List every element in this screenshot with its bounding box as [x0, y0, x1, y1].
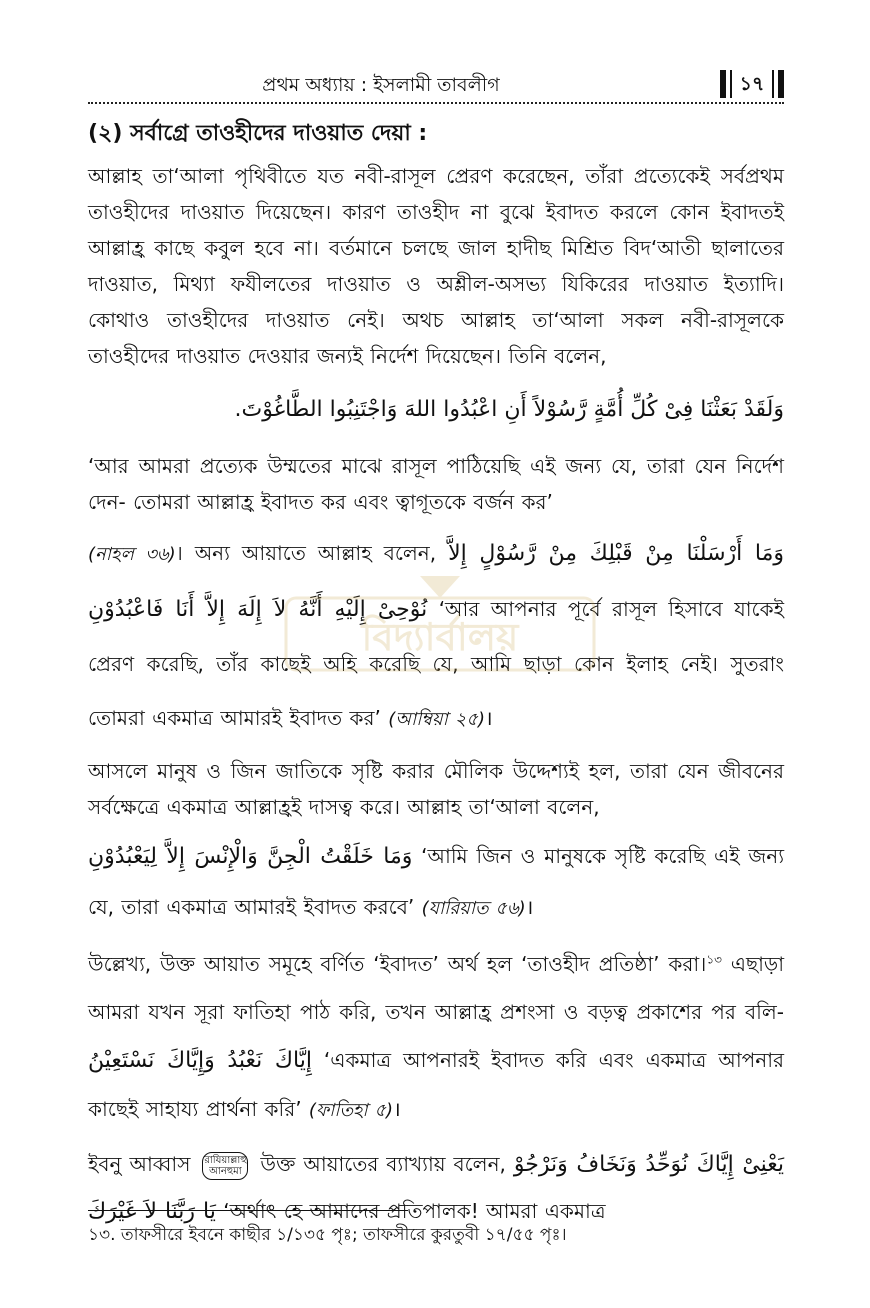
- translation-tafsir-quote: ‘অর্থাৎ হে আমাদের প্রতিপালক! আমরা একমাত্র: [223, 1199, 606, 1223]
- reference-nahl: (নাহল ৩৬): [88, 544, 176, 565]
- page-body: [88, 110, 784, 1241]
- honorific-seal: রাযিয়াল্লাহু আনহুমা: [202, 1152, 248, 1180]
- chapter-title: প্রথম অধ্যায় : ইসলামী তাবলীগ: [262, 74, 500, 96]
- paragraph-2: [88, 448, 784, 520]
- translation-ambiya: ‘আর আপনার পূর্বে রাসূল হিসাবে যাকেই প্রেরণ করেছি, তাঁর কাছেই অহি করেছি যে, আমি ছাড়া কোন ইলাহ নেই। সুতরাং তোমরা একমাত্র আমারই ইবাদত কর’: [88, 597, 784, 730]
- page-number-box: [720, 70, 784, 98]
- paragraph-4: আসলে মানুষ ও জিন জাতিকে সৃষ্টি করার মৌলিক উদ্দেশ্যই হল, তারা যেন জীবনের সর্বক্ষেত্রে একমাত্র আল্লাহ্রই দাসত্ব করে। আল্লাহ তা‘আলা বলেন,: [88, 759, 784, 819]
- header-dotted-rule: [88, 102, 784, 104]
- paragraph-6-text-a: উল্লেখ্য, উক্ত আয়াত সমূহে বর্ণিত ‘ইবাদত’ অর্থ হল ‘তাওহীদ প্রতিষ্ঠা’ করা।: [88, 952, 707, 976]
- translation-nahl: ‘আর আমরা প্রত্যেক উম্মতের মাঝে রাসূল পাঠিয়েছি এই জন্য যে, তারা যেন নির্দেশ দেন- তোমরা আল্লাহ্র ইবাদত কর এবং ত্বাগূতকে বর্জন কর’: [88, 454, 784, 514]
- footnote: ১৩. তাফসীরে ইবনে কাছীর ১/১৩৫ পৃঃ; তাফসীরে কুরতুবী ১৭/৫৫ পৃঃ।: [88, 1225, 567, 1245]
- paragraph-7: [88, 1141, 784, 1235]
- arabic-verse-nahl: وَلَقَدْ بَعَثْنَا فِىْ كُلِّ أُمَّةٍ رَّسُوْلاً أَنِ اعْبُدُوا اللهَ وَاجْتَنِبُوا الطَّاغُوْتَ.: [234, 397, 784, 422]
- watermark-text: বিদ্যার্বালয়: [361, 615, 519, 659]
- reference-dhariyat: (যারিয়াত ৫৬): [421, 898, 526, 919]
- translation-dhariyat: ‘আমি জিন ও মানুষকে সৃষ্টি করেছি এই জন্য যে, তারা একমাত্র আমারই ইবাদত করবে’: [88, 844, 785, 919]
- footnote-divider: [88, 1210, 408, 1211]
- paragraph-5: وَمَا خَلَقْتُ الْجِنَّ وَالْإِنْسَ إِلاَّ لِيَعْبُدُوْنِ ‘আমি জিন ও মানুষকে সৃষ্টি করেছি এই জন্য যে, তারা একমাত্র আমারই ইবাদত করবে’ (যারিয়াত ৫৬)।: [88, 844, 785, 919]
- paragraph-3-intro: । অন্য আয়াতে আল্লাহ বলেন,: [175, 541, 437, 565]
- section-heading: (২) সর্বাগ্রে তাওহীদের দাওয়াত দেয়া :: [88, 121, 428, 146]
- arabic-verse-ambiya-part2: نُوْحِىْ إِلَيْهِ أَنَّهُ لاَ إِلَهَ إِلاَّ أَنَا فَاعْبُدُوْنِ: [88, 597, 428, 622]
- paragraph-7-text: উক্ত আয়াতের ব্যাখ্যায় বলেন,: [260, 1152, 506, 1176]
- arabic-verse-dhariyat: وَمَا خَلَقْتُ الْجِنَّ وَالْإِنْسَ إِلاَّ لِيَعْبُدُوْنِ: [88, 844, 413, 869]
- arabic-tafsir-quote: يَعْنِىْ إِيَّاكَ نُوَحِّدُ وَنَخَافُ وَنَرْجُوْ يَا رَبَّنَا لاَ غَيْرَكَ: [88, 1152, 785, 1224]
- footnote-marker: ১৩: [706, 952, 722, 967]
- ibn-abbas-name: ইবনু আব্বাস: [88, 1152, 191, 1176]
- reference-ambiya: (আম্বিয়া ২৫): [388, 709, 485, 730]
- paragraph-6: উল্লেখ্য, উক্ত আয়াত সমূহে বর্ণিত ‘ইবাদত’ অর্থ হল ‘তাওহীদ প্রতিষ্ঠা’ করা।$^{১৩}$ এছাড়া আমরা যখন সূরা ফাতিহা পাঠ করি, তখন আল্লাহ্র প্রশংসা ও বড়ত্ব প্রকাশের পর বলি- إِيَّاكَ نَعْبُدُ وَإِيَّاكَ نَسْتَعِيْنُ ‘একমাত্র আপনারই ইবাদত করি এবং একমাত্র আপনার কাছেই সাহায্য প্রার্থনা করি’ (ফাতিহা ৫)।: [88, 952, 784, 1121]
- translation-fatiha: ‘একমাত্র আপনারই ইবাদত করি এবং একমাত্র আপনার কাছেই সাহায্য প্রার্থনা করি’: [88, 1048, 784, 1121]
- arabic-verse-fatiha: إِيَّاكَ نَعْبُدُ وَإِيَّاكَ نَسْتَعِيْنُ: [88, 1048, 312, 1073]
- paragraph-1: আল্লাহ তা‘আলা পৃথিবীতে যত নবী-রাসূল প্রেরণ করেছেন, তাঁরা প্রত্যেকেই সর্বপ্রথম তাওহীদের দাওয়াত দিয়েছেন। কারণ তাওহীদ না বুঝে ইবাদত করলে কোন ইবাদতই আল্লাহ্র কাছে কবুল হবে না। বর্তমানে চলছে জাল হাদীছ মিশ্রিত বিদ‘আতী ছালাতের দাওয়াত, মিথ্যা ফযীলতের দাওয়াত ও অশ্লীল-অসভ্য যিকিরের দাওয়াত ইত্যাদি। কোথাও তাওহীদের দাওয়াত নেই। অথচ আল্লাহ তা‘আলা সকল নবী-রাসূলকে তাওহীদের দাওয়াত দেওয়ার জন্যই নির্দেশ দিয়েছেন। তিনি বলেন,: [88, 164, 784, 368]
- page-number: ১৭: [739, 73, 765, 95]
- paragraph-3: (নাহল ৩৬)। অন্য আয়াতে আল্লাহ বলেন, وَمَا أَرْسَلْنَا مِنْ قَبْلِكَ مِنْ رَّسُوْلٍ إِلاَّ نُوْحِىْ إِلَيْهِ أَنَّهُ لاَ إِلَهَ إِلاَّ أَنَا فَاعْبُدُوْنِ ‘আর আপনার পূর্বে রাসূল হিসাবে যাকেই প্রেরণ করেছি, তাঁর কাছেই অহি করেছি যে, আমি ছাড়া কোন ইলাহ নেই। সুতরাং তোমরা একমাত্র আমারই ইবাদত কর’ (আম্বিয়া ২৫)।: [88, 541, 785, 730]
- paragraph-6-text-b: এছাড়া আমরা যখন সূরা ফাতিহা পাঠ করি, তখন আল্লাহ্র প্রশংসা ও বড়ত্ব প্রকাশের পর বলি-: [88, 952, 784, 1024]
- arabic-verse-ambiya-part1: وَمَا أَرْسَلْنَا مِنْ قَبْلِكَ مِنْ رَّسُوْلٍ إِلاَّ: [448, 541, 785, 566]
- running-header: [88, 70, 784, 104]
- reference-fatiha: (ফাতিহা ৫): [308, 1100, 394, 1121]
